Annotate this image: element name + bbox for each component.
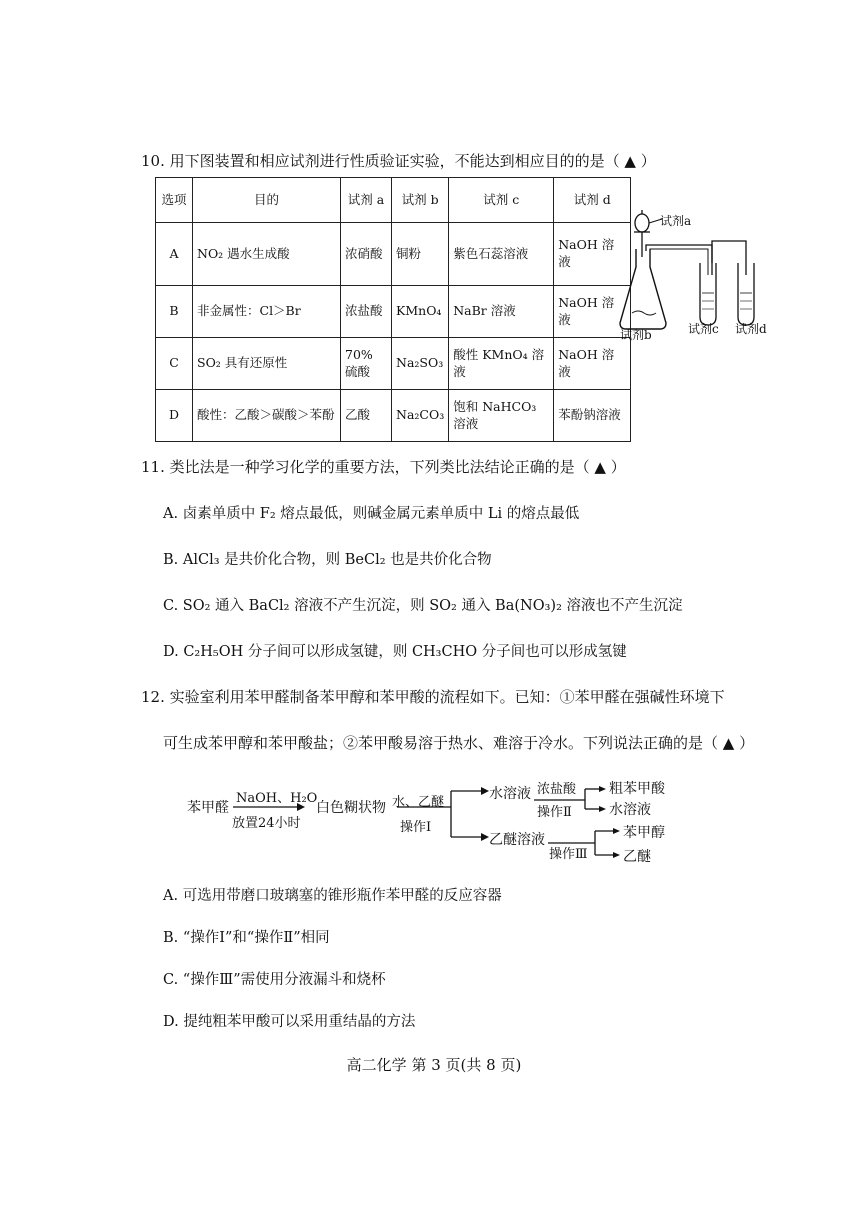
q11-option-c: C. SO₂ 通入 BaCl₂ 溶液不产生沉淀，则 SO₂ 通入 Ba(NO₃)₂ 溶液也不产生沉淀 <box>163 598 683 614</box>
table-row <box>156 286 631 338</box>
table-header: 目的 <box>193 178 341 223</box>
table-header: 选项 <box>156 178 193 223</box>
table-header: 试剂 b <box>392 178 449 223</box>
table-cell: NaOH 溶液 <box>554 223 631 286</box>
q12-stem-line2: 可生成苯甲醇和苯甲酸盐；②苯甲酸易溶于热水、难溶于冷水。下列说法正确的是（ ▲ ） <box>163 734 755 752</box>
table-cell: NaBr 溶液 <box>449 286 554 338</box>
table-cell: Na₂CO₃ <box>392 390 449 442</box>
flow-arrow1-top: NaOH、H₂O <box>236 791 318 806</box>
q12-option-a: A. 可选用带磨口玻璃塞的锥形瓶作苯甲醛的反应容器 <box>163 888 502 904</box>
table-cell: 饱和 NaHCO₃ 溶液 <box>449 390 554 442</box>
table-cell: KMnO₄ <box>392 286 449 338</box>
q12-option-c: C. “操作Ⅲ”需使用分液漏斗和烧杯 <box>163 972 386 988</box>
table-cell: SO₂ 具有还原性 <box>193 338 341 390</box>
flow-upper-out2: 水溶液 <box>609 802 651 818</box>
table-cell: NO₂ 遇水生成酸 <box>193 223 341 286</box>
table-cell: 乙酸 <box>341 390 392 442</box>
table-cell: 铜粉 <box>392 223 449 286</box>
table-cell: A <box>156 223 193 286</box>
flow-arrow1-bottom: 放置24小时 <box>232 816 301 831</box>
table-row <box>156 390 631 442</box>
flow-lower-arrow-bottom: 操作Ⅲ <box>549 847 588 862</box>
flow-arrow2-top: 水、乙醚 <box>392 795 445 810</box>
flow-arrow2-bottom: 操作Ⅰ <box>400 820 432 835</box>
table-cell: 浓盐酸 <box>341 286 392 338</box>
q12-option-d: D. 提纯粗苯甲酸可以采用重结晶的方法 <box>163 1014 416 1030</box>
flow-start: 苯甲醛 <box>187 800 229 816</box>
q10-stem: 10. 用下图装置和相应试剂进行性质验证实验，不能达到相应目的的是（ ▲ ） <box>141 152 656 170</box>
q12-option-b: B. “操作Ⅰ”和“操作Ⅱ”相同 <box>163 930 330 946</box>
table-row <box>156 338 631 390</box>
table-cell: 酸性：乙酸＞碳酸＞苯酚 <box>193 390 341 442</box>
q11-option-a: A. 卤素单质中 F₂ 熔点最低，则碱金属元素单质中 Li 的熔点最低 <box>163 506 580 522</box>
table-cell: 非金属性：Cl＞Br <box>193 286 341 338</box>
flow-mid: 白色糊状物 <box>316 800 386 816</box>
table-cell: 苯酚钠溶液 <box>554 390 631 442</box>
table-cell: Na₂SO₃ <box>392 338 449 390</box>
q11-option-d: D. C₂H₅OH 分子间可以形成氢键，则 CH₃CHO 分子间也可以形成氢键 <box>163 644 627 660</box>
table-cell: 浓硝酸 <box>341 223 392 286</box>
q11-stem: 11. 类比法是一种学习化学的重要方法，下列类比法结论正确的是（ ▲ ） <box>141 458 626 476</box>
table-cell: 酸性 KMnO₄ 溶液 <box>449 338 554 390</box>
q10-table <box>155 177 631 442</box>
table-header: 试剂 a <box>341 178 392 223</box>
flow-lower-out1: 苯甲醇 <box>623 825 665 841</box>
label-reagent-b: 试剂b <box>620 328 652 342</box>
q12-stem-line1: 12. 实验室利用苯甲醛制备苯甲醇和苯甲酸的流程如下。已知：①苯甲醛在强碱性环境下 <box>141 688 725 706</box>
table-cell: B <box>156 286 193 338</box>
table-cell: NaOH 溶液 <box>554 286 631 338</box>
table-cell: D <box>156 390 193 442</box>
flow-upper: 水溶液 <box>489 786 531 802</box>
table-row <box>156 223 631 286</box>
label-reagent-c: 试剂c <box>688 322 719 336</box>
flow-lower: 乙醚溶液 <box>489 832 545 848</box>
table-header: 试剂 d <box>554 178 631 223</box>
label-reagent-d: 试剂d <box>735 322 767 336</box>
table-cell: C <box>156 338 193 390</box>
q11-option-b: B. AlCl₃ 是共价化合物，则 BeCl₂ 也是共价化合物 <box>163 552 492 568</box>
table-cell: NaOH 溶液 <box>554 338 631 390</box>
table-cell: 70% 硫酸 <box>341 338 392 390</box>
page-footer: 高二化学 第 3 页(共 8 页) <box>346 1056 522 1074</box>
flow-upper-out1: 粗苯甲酸 <box>609 781 665 797</box>
label-reagent-a: 试剂a <box>660 214 692 228</box>
table-cell: 紫色石蕊溶液 <box>449 223 554 286</box>
table-header-row <box>156 178 631 223</box>
flow-upper-arrow-bottom: 操作Ⅱ <box>537 805 572 820</box>
flow-upper-arrow-top: 浓盐酸 <box>537 782 577 797</box>
flow-lower-out2: 乙醚 <box>623 849 651 865</box>
table-header: 试剂 c <box>449 178 554 223</box>
